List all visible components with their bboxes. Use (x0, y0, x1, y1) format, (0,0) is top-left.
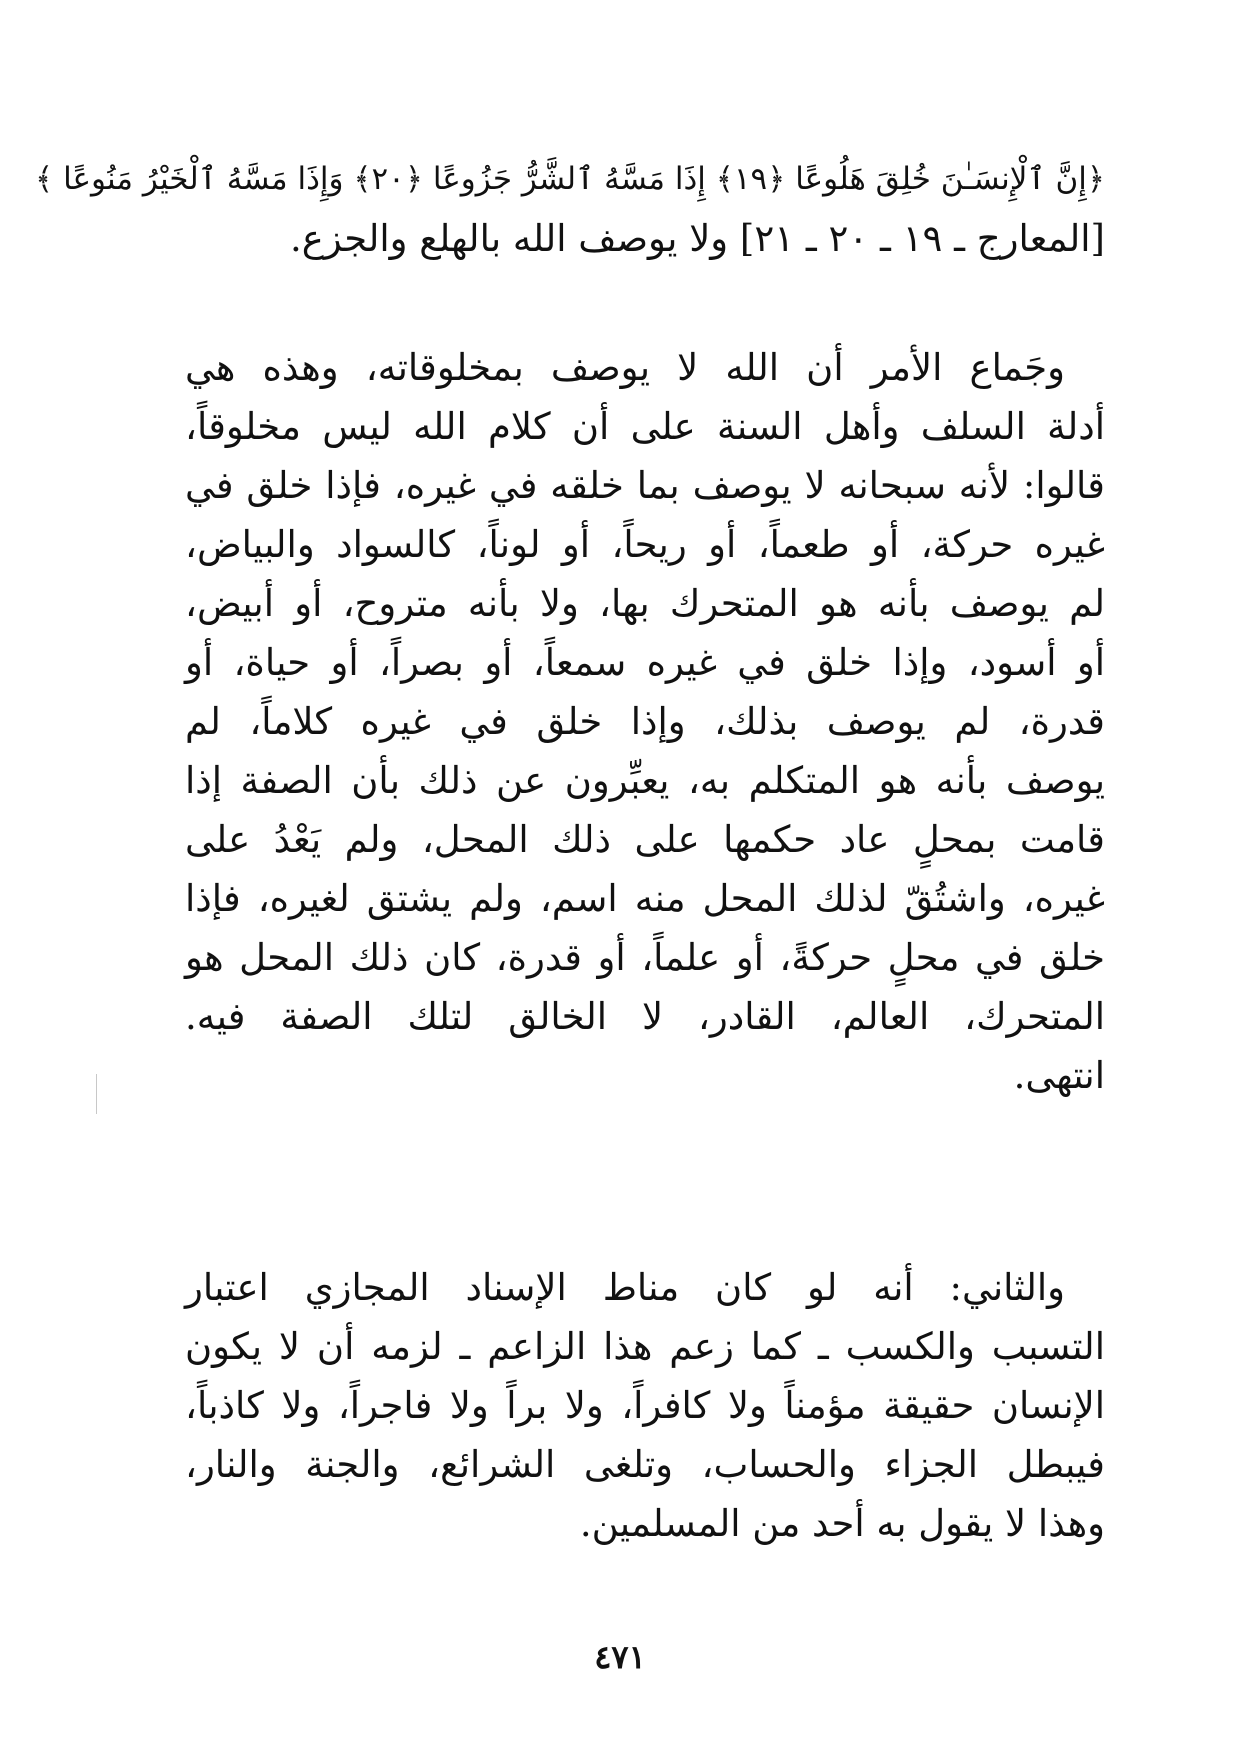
scan-margin-mark (96, 1074, 97, 1114)
paragraph-line: يوصف بأنه هو المتكلم به، يعبِّرون عن ذلك بأن الصفة إذا (185, 759, 1105, 802)
paragraph-line: التسبب والكسب ـ كما زعم هذا الزاعم ـ لزمه أن لا يكون (185, 1325, 1105, 1368)
paragraph-line: قدرة، لم يوصف بذلك، وإذا خلق في غيره كلاماً، لم (185, 700, 1105, 743)
paragraph-2 (185, 1258, 1105, 1553)
quran-verse: ﴿إِنَّ ٱلْإِنسَـٰنَ خُلِقَ هَلُوعًا ﴿١٩﴾ إِذَا مَسَّهُ ٱلشَّرُّ جَزُوعًا ﴿٢٠﴾ وَإِذَا مَسَّهُ ٱلْخَيْرُ مَنُوعًا ﴾ (35, 161, 1105, 197)
paragraph-line: فيبطل الجزاء والحساب، وتلغى الشرائع، والجنة والنار، (185, 1443, 1105, 1486)
paragraph-line: قالوا: لأنه سبحانه لا يوصف بما خلقه في غيره، فإذا خلق في (185, 464, 1105, 507)
paragraph-line: انتهى. (1013, 1054, 1105, 1097)
paragraph-line: وجَماع الأمر أن الله لا يوصف بمخلوقاته، وهذه هي (185, 346, 1065, 389)
paragraph-line: الإنسان حقيقة مؤمناً ولا كافراً، ولا براً ولا فاجراً، ولا كاذباً، (185, 1384, 1105, 1427)
quran-quote-block (35, 150, 1105, 268)
paragraph-line: خلق في محلٍ حركةً، أو علماً، أو قدرة، كان ذلك المحل هو (185, 936, 1105, 979)
paragraph-line: غيره، واشتُقّ لذلك المحل منه اسم، ولم يشتق لغيره، فإذا (185, 877, 1105, 920)
paragraph-line: والثاني: أنه لو كان مناط الإسناد المجازي اعتبار (185, 1266, 1065, 1309)
paragraph-line: لم يوصف بأنه هو المتحرك بها، ولا بأنه متروح، أو أبيض، (185, 582, 1105, 625)
paragraph-1 (185, 338, 1105, 1105)
paragraph-line: وهذا لا يقول به أحد من المسلمين. (579, 1502, 1105, 1545)
verse-citation: [المعارج ـ ١٩ ـ ٢٠ ـ ٢١] ولا يوصف الله بالهلع والجزع. (289, 217, 1105, 260)
paragraph-line: أدلة السلف وأهل السنة على أن كلام الله ليس مخلوقاً، (185, 405, 1105, 448)
paragraph-line: أو أسود، وإذا خلق في غيره سمعاً، أو بصراً، أو حياة، أو (185, 641, 1105, 684)
page-number: ٤٧١ (594, 1638, 646, 1676)
paragraph-line: غيره حركة، أو طعماً، أو ريحاً، أو لوناً، كالسواد والبياض، (185, 523, 1105, 566)
paragraph-line: المتحرك، العالم، القادر، لا الخالق لتلك الصفة فيه. (185, 995, 1105, 1038)
paragraph-line: قامت بمحلٍ عاد حكمها على ذلك المحل، ولم يَعْدُ على (185, 818, 1105, 861)
